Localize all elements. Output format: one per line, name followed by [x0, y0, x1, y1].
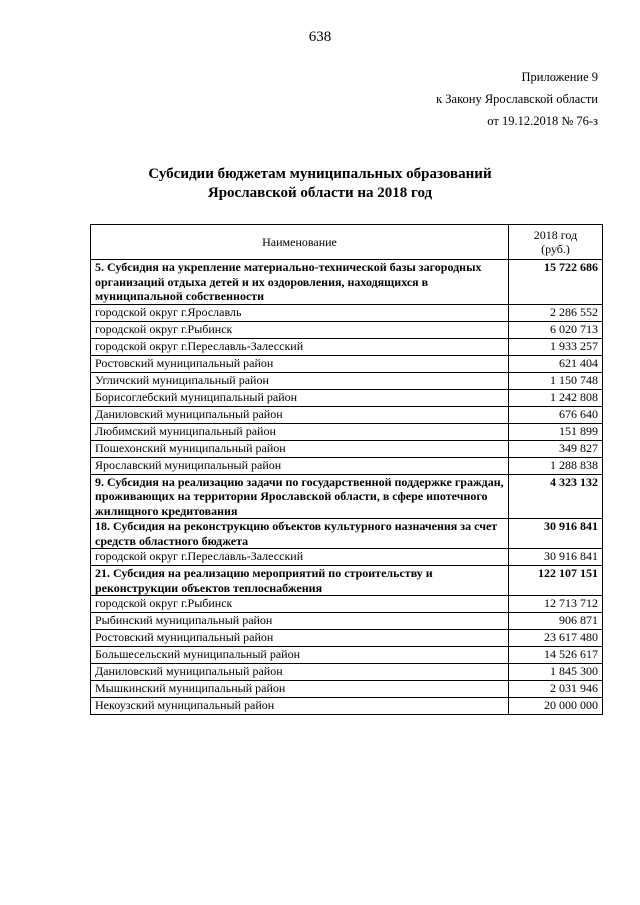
recipient-amount: 6 020 713	[509, 321, 603, 338]
subsidy-total: 30 916 841	[509, 519, 603, 549]
recipient-amount: 20 000 000	[509, 698, 603, 715]
header-name: Наименование	[91, 225, 509, 260]
recipient-amount: 621 404	[509, 355, 603, 372]
table-row	[91, 372, 603, 389]
table-row	[91, 549, 603, 566]
recipient-name: Даниловский муниципальный район	[91, 664, 509, 681]
page-number: 638	[308, 29, 332, 45]
subsidy-total: 15 722 686	[509, 260, 603, 305]
table-row	[91, 406, 603, 423]
subsidy-row	[91, 260, 603, 305]
table-row	[91, 613, 603, 630]
recipient-amount: 349 827	[509, 440, 603, 457]
appendix-line-1: Приложение 9	[521, 70, 598, 84]
header-year	[509, 225, 603, 260]
recipient-name: Любимский муниципальный район	[91, 423, 509, 440]
recipient-amount: 906 871	[509, 613, 603, 630]
subsidy-title: 9. Субсидия на реализацию задачи по государственной поддержке граждан, проживающих на территории Ярославской области, в сфере ипотечного жилищного кредитования	[91, 474, 509, 519]
table-row	[91, 681, 603, 698]
table-row	[91, 338, 603, 355]
table-row	[91, 698, 603, 715]
table-row	[91, 304, 603, 321]
recipient-amount: 676 640	[509, 406, 603, 423]
table-body	[91, 260, 603, 715]
recipient-amount: 2 286 552	[509, 304, 603, 321]
recipient-name: городской округ г.Рыбинск	[91, 596, 509, 613]
recipient-name: городской округ г.Рыбинск	[91, 321, 509, 338]
recipient-amount: 151 899	[509, 423, 603, 440]
subsidy-total: 4 323 132	[509, 474, 603, 519]
title-line-2: Ярославской области на 2018 год	[207, 185, 433, 201]
recipient-name: Ростовский муниципальный район	[91, 355, 509, 372]
table-header-row	[91, 225, 603, 260]
table-row	[91, 355, 603, 372]
subsidy-title: 18. Субсидия на реконструкцию объектов культурного назначения за счет средств областного бюджета	[91, 519, 509, 549]
table-row	[91, 664, 603, 681]
table-row	[91, 440, 603, 457]
header-year-label: 2018 год	[533, 228, 578, 242]
table-row	[91, 321, 603, 338]
document-title	[0, 165, 640, 203]
recipient-name: городской округ г.Переславль-Залесский	[91, 338, 509, 355]
subsidy-row	[91, 566, 603, 596]
recipient-name: Большесельский муниципальный район	[91, 647, 509, 664]
recipient-name: городской округ г.Переславль-Залесский	[91, 549, 509, 566]
recipient-name: Некоузский муниципальный район	[91, 698, 509, 715]
recipient-name: городской округ г.Ярославль	[91, 304, 509, 321]
recipient-name: Пошехонский муниципальный район	[91, 440, 509, 457]
recipient-name: Борисоглебский муниципальный район	[91, 389, 509, 406]
appendix-line-2: к Закону Ярославской области	[436, 92, 598, 106]
recipient-amount: 14 526 617	[509, 647, 603, 664]
recipient-amount: 12 713 712	[509, 596, 603, 613]
subsidies-table	[90, 224, 603, 715]
subsidy-row	[91, 519, 603, 549]
table-row	[91, 423, 603, 440]
subsidy-total: 122 107 151	[509, 566, 603, 596]
recipient-name: Угличский муниципальный район	[91, 372, 509, 389]
recipient-amount: 1 845 300	[509, 664, 603, 681]
table-row	[91, 596, 603, 613]
table-row	[91, 630, 603, 647]
recipient-amount: 1 242 808	[509, 389, 603, 406]
subsidy-title: 21. Субсидия на реализацию мероприятий по строительству и реконструкции объектов теплоснабжения	[91, 566, 509, 596]
recipient-amount: 23 617 480	[509, 630, 603, 647]
recipient-amount: 1 933 257	[509, 338, 603, 355]
recipient-name: Ярославский муниципальный район	[91, 457, 509, 474]
table-row	[91, 389, 603, 406]
table-row	[91, 647, 603, 664]
appendix-block	[436, 66, 598, 132]
recipient-name: Даниловский муниципальный район	[91, 406, 509, 423]
recipient-amount: 1 150 748	[509, 372, 603, 389]
subsidy-row	[91, 474, 603, 519]
recipient-amount: 2 031 946	[509, 681, 603, 698]
recipient-name: Ростовский муниципальный район	[91, 630, 509, 647]
subsidy-title: 5. Субсидия на укрепление материально-технической базы загородных организаций отдыха детей и их оздоровления, находящихся в муниципальной собственности	[91, 260, 509, 305]
recipient-name: Рыбинский муниципальный район	[91, 613, 509, 630]
title-line-1: Субсидии бюджетам муниципальных образований	[148, 166, 492, 182]
recipient-amount: 30 916 841	[509, 549, 603, 566]
header-unit-label: (руб.)	[541, 242, 570, 256]
recipient-name: Мышкинский муниципальный район	[91, 681, 509, 698]
table-row	[91, 457, 603, 474]
appendix-line-3: от 19.12.2018 № 76-з	[487, 114, 598, 128]
recipient-amount: 1 288 838	[509, 457, 603, 474]
